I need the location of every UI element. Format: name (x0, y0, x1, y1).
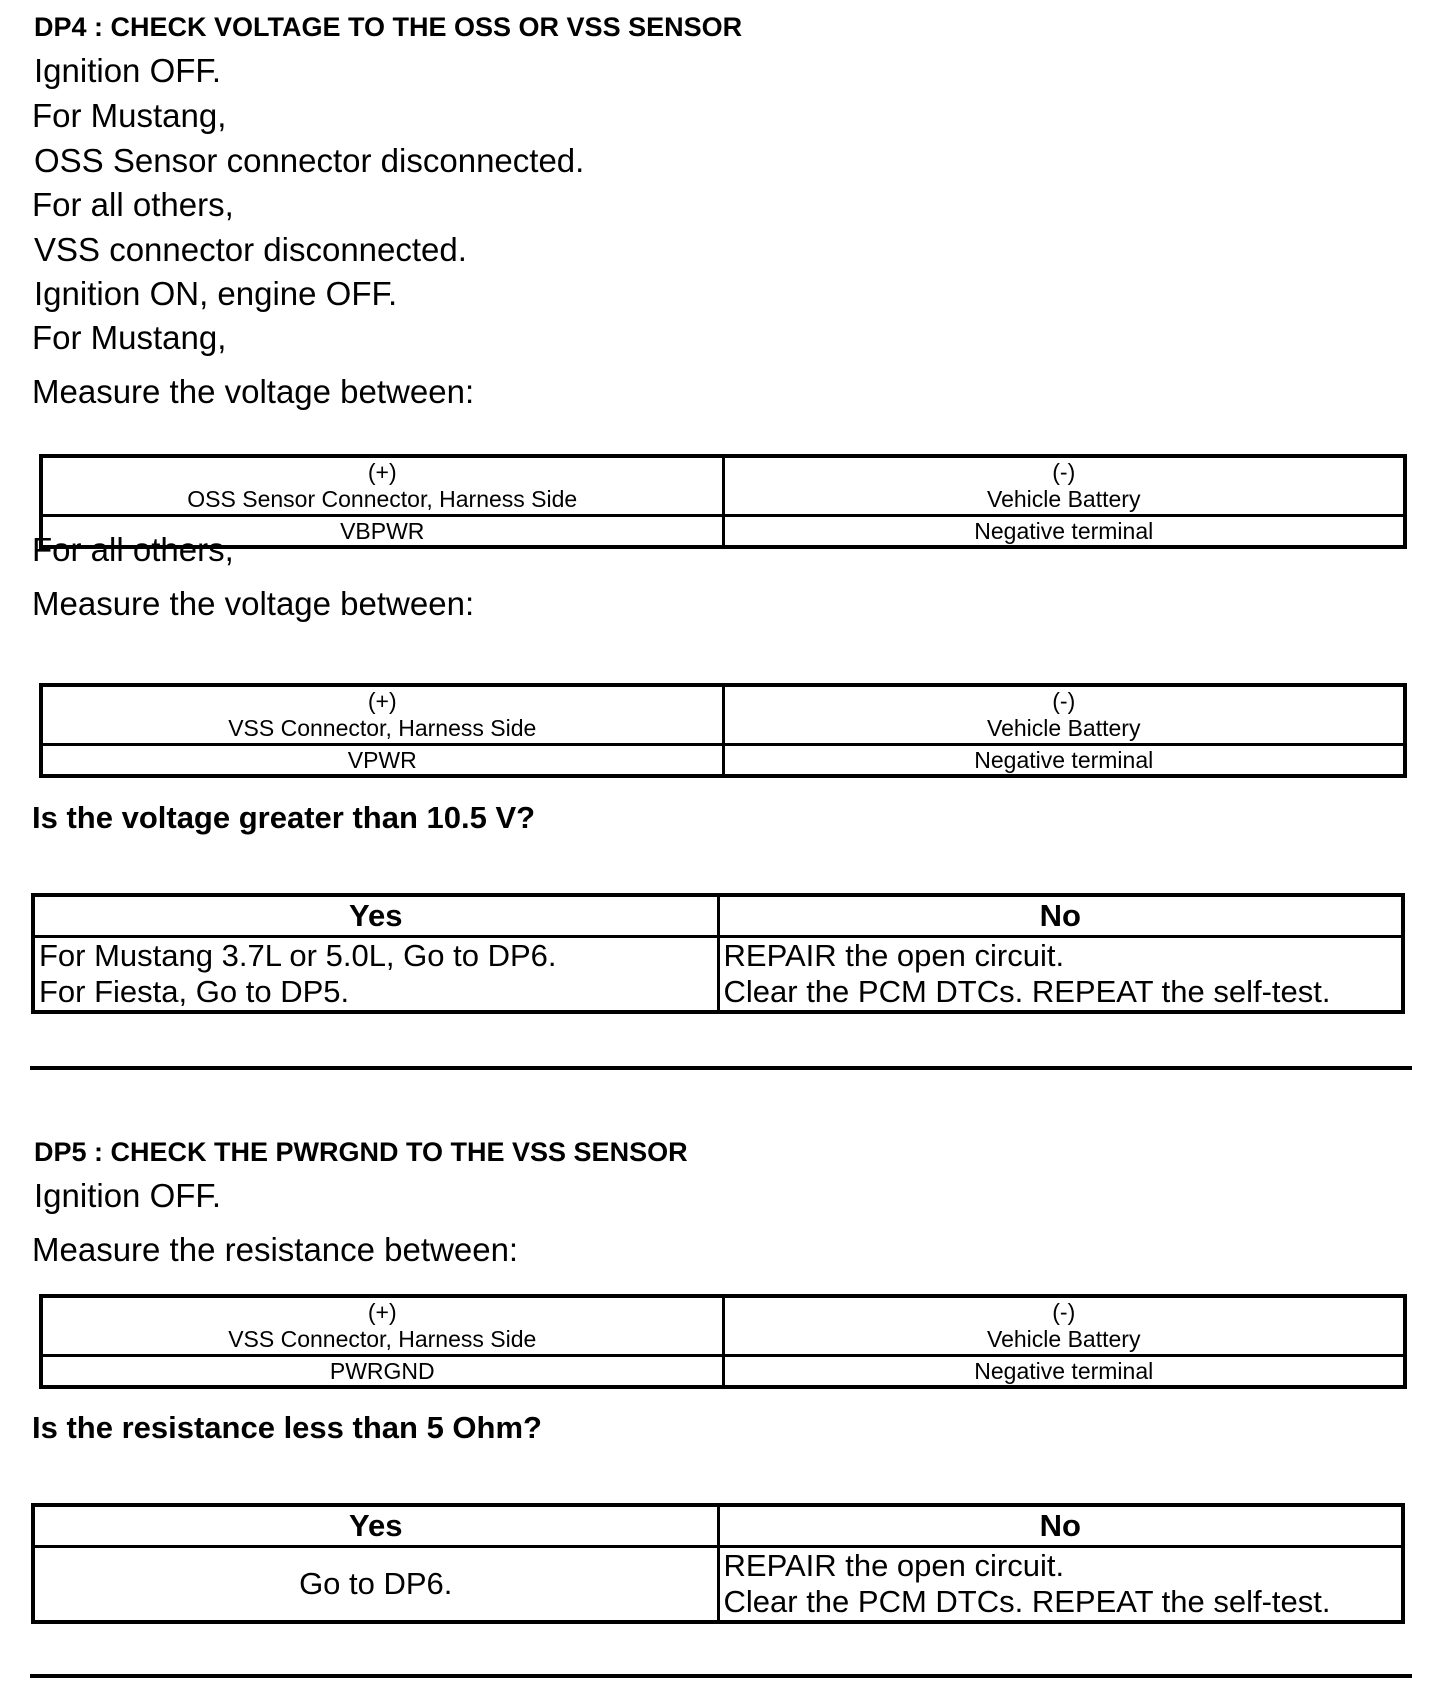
plus-value-cell: PWRGND (41, 1356, 723, 1388)
plus-terminal-header-cell (41, 1296, 723, 1356)
plus-connector-label: VSS Connector, Harness Side (228, 1326, 537, 1352)
dp4-for-all-others: For all others, (32, 531, 234, 568)
minus-connector-label: Vehicle Battery (987, 715, 1141, 741)
minus-connector-label: Vehicle Battery (987, 1326, 1141, 1352)
dp4-measure-label-1: Measure the voltage between: (32, 373, 475, 410)
plus-label: (+) (367, 1299, 397, 1325)
dp5-decision-table (31, 1503, 1405, 1624)
no-action-cell (718, 1547, 1403, 1623)
no-action-line: REPAIR the open circuit. (723, 938, 1065, 973)
dp4-step-3: OSS Sensor connector disconnected. (34, 142, 585, 179)
dp4-step-7: For Mustang, (32, 319, 227, 356)
dp4-step-4: For all others, (32, 186, 234, 223)
no-header: No (718, 1505, 1403, 1547)
dp5-measure-label: Measure the resistance between: (32, 1231, 519, 1268)
minus-value-cell: Negative terminal (723, 516, 1405, 548)
dp4-step-6: Ignition ON, engine OFF. (34, 275, 398, 312)
no-action-cell (718, 937, 1403, 1013)
dp5-question: Is the resistance less than 5 Ohm? (32, 1410, 542, 1445)
section-divider (30, 1674, 1412, 1678)
yes-header: Yes (33, 895, 718, 937)
yes-action-cell (33, 937, 718, 1013)
plus-value-cell: VBPWR (41, 516, 723, 548)
minus-terminal-header-cell (723, 685, 1405, 745)
no-action-line: Clear the PCM DTCs. REPEAT the self-test. (723, 1584, 1331, 1619)
dp4-measure-label-2: Measure the voltage between: (32, 585, 475, 622)
dp4-step-2: For Mustang, (32, 97, 227, 134)
yes-header: Yes (33, 1505, 718, 1547)
section-divider (30, 1066, 1412, 1070)
plus-label: (+) (367, 459, 397, 485)
yes-action-line: For Mustang 3.7L or 5.0L, Go to DP6. (39, 938, 557, 973)
minus-connector-label: Vehicle Battery (987, 486, 1141, 512)
plus-connector-label: OSS Sensor Connector, Harness Side (187, 486, 578, 512)
minus-terminal-header-cell (723, 1296, 1405, 1356)
minus-label: (-) (1052, 459, 1076, 485)
dp4-step-5: VSS connector disconnected. (34, 231, 467, 268)
plus-terminal-header-cell (41, 456, 723, 516)
dp4-measure-table-2 (39, 683, 1407, 778)
dp4-step-1: Ignition OFF. (34, 52, 222, 89)
yes-action-line: For Fiesta, Go to DP5. (39, 974, 350, 1009)
minus-label: (-) (1052, 1299, 1076, 1325)
dp4-title: DP4 : CHECK VOLTAGE TO THE OSS OR VSS SENSOR (34, 12, 743, 42)
dp4-measure-table-1 (39, 454, 1407, 549)
no-action-line: Clear the PCM DTCs. REPEAT the self-test. (723, 974, 1331, 1009)
minus-value-cell: Negative terminal (723, 1356, 1405, 1388)
plus-label: (+) (367, 688, 397, 714)
no-header: No (718, 895, 1403, 937)
yes-action-cell: Go to DP6. (33, 1547, 718, 1623)
plus-connector-label: VSS Connector, Harness Side (228, 715, 537, 741)
no-action-line: REPAIR the open circuit. (723, 1548, 1065, 1583)
minus-label: (-) (1052, 688, 1076, 714)
dp5-title: DP5 : CHECK THE PWRGND TO THE VSS SENSOR (34, 1137, 688, 1167)
minus-terminal-header-cell (723, 456, 1405, 516)
dp5-measure-table (39, 1294, 1407, 1389)
dp5-step-1: Ignition OFF. (34, 1177, 222, 1214)
dp4-question: Is the voltage greater than 10.5 V? (32, 800, 536, 835)
plus-terminal-header-cell (41, 685, 723, 745)
plus-value-cell: VPWR (41, 745, 723, 777)
dp4-decision-table (31, 893, 1405, 1014)
minus-value-cell: Negative terminal (723, 745, 1405, 777)
